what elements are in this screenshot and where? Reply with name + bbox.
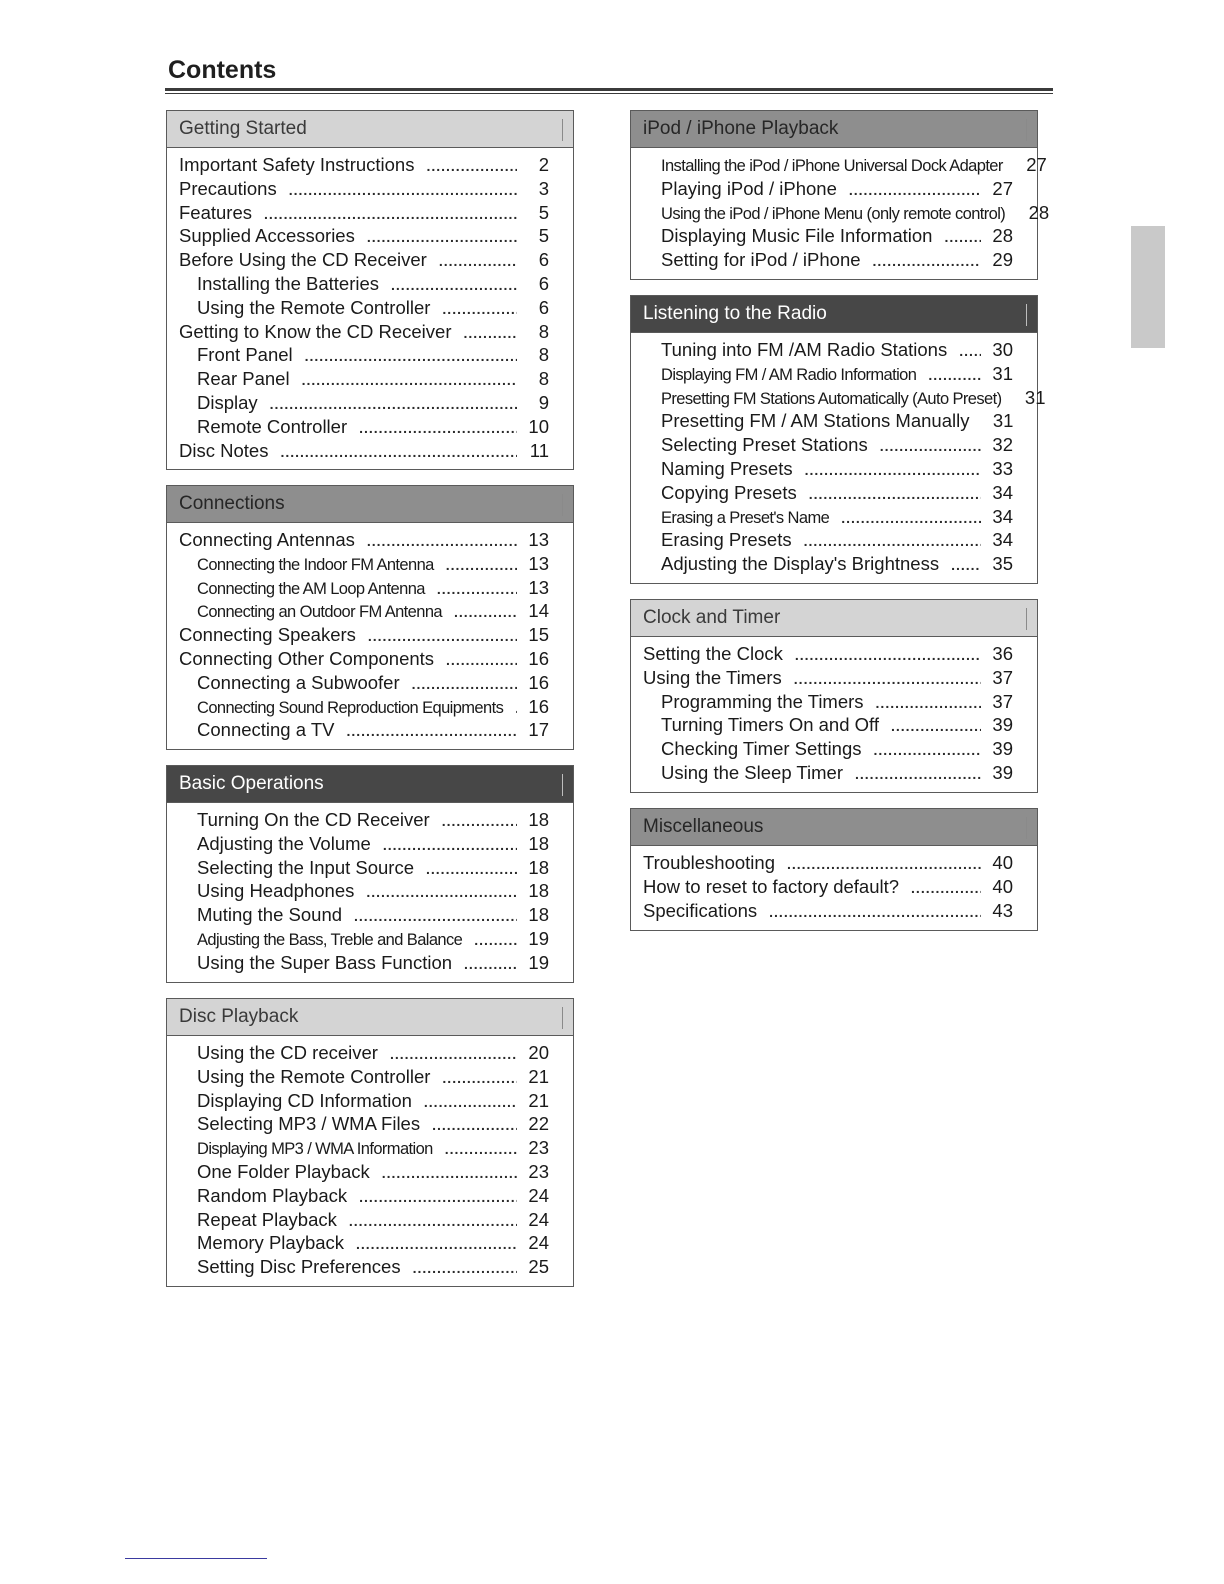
page-number: 29 — [992, 249, 1013, 271]
section-connections — [166, 485, 574, 750]
toc-entry[interactable] — [179, 1209, 549, 1233]
toc-entry[interactable] — [179, 416, 549, 440]
chapter-side-tab — [1131, 226, 1165, 348]
entry-label: Connecting Other Components — [179, 647, 435, 669]
entry-label: Presetting FM Stations Automatically (Auto Preset) — [661, 389, 1002, 408]
entry-label: Programming the Timers — [661, 690, 864, 712]
entry-label: Playing iPod / iPhone — [661, 177, 837, 199]
dot-leader — [891, 718, 981, 734]
toc-entry[interactable] — [643, 714, 1013, 738]
entry-label: Using Headphones — [197, 880, 355, 902]
toc-entry[interactable] — [179, 928, 549, 952]
page-number: 15 — [528, 624, 549, 646]
section-getting-started — [166, 110, 574, 470]
dot-leader — [305, 348, 517, 364]
dot-leader — [944, 229, 981, 245]
page-number: 34 — [992, 481, 1013, 503]
toc-entry[interactable] — [179, 1090, 549, 1114]
entry-label: Connecting the Indoor FM Antenna — [197, 555, 434, 574]
entry-label: Displaying Music File Information — [661, 225, 933, 247]
entry-label: Connecting the AM Loop Antenna — [197, 579, 425, 598]
toc-entry[interactable] — [179, 672, 549, 696]
entry-label: Selecting Preset Stations — [661, 434, 868, 456]
entry-label: Setting the Clock — [643, 643, 783, 664]
toc-entry[interactable] — [643, 667, 1013, 691]
page-number: 18 — [528, 880, 549, 902]
toc-entry[interactable] — [179, 1113, 549, 1137]
dot-leader — [841, 510, 981, 526]
toc-entry[interactable] — [643, 178, 1013, 202]
page-title: Contents — [168, 56, 277, 84]
dot-leader — [855, 766, 981, 782]
dot-leader — [359, 1189, 517, 1205]
entry-label: Troubleshooting — [643, 852, 775, 873]
dot-leader — [366, 884, 517, 900]
dot-leader — [911, 880, 981, 896]
entry-label: Selecting MP3 / WMA Files — [197, 1113, 421, 1135]
page-number: 17 — [528, 719, 549, 741]
toc-entry[interactable] — [179, 648, 549, 672]
page-number: 33 — [992, 457, 1013, 479]
page-number: 34 — [992, 505, 1013, 527]
entry-label: Display — [197, 391, 258, 413]
dot-leader — [795, 647, 981, 663]
toc-entry[interactable] — [179, 1232, 549, 1256]
dot-leader — [880, 438, 981, 454]
entry-label: Displaying MP3 / WMA Information — [197, 1140, 433, 1159]
page-number: 25 — [528, 1256, 549, 1278]
entry-label: Using the Super Bass Function — [197, 951, 453, 973]
toc-entry[interactable] — [643, 762, 1013, 786]
entry-label: Erasing Presets — [661, 529, 792, 551]
dot-leader — [390, 1046, 517, 1062]
entry-label: Copying Presets — [661, 481, 797, 503]
dot-leader — [873, 253, 981, 269]
section-clock-timer — [630, 599, 1038, 793]
page-number: 32 — [992, 434, 1013, 456]
entry-label: Connecting a TV — [197, 719, 335, 741]
page-number: 16 — [528, 695, 549, 717]
toc-entry[interactable] — [179, 1137, 549, 1161]
dot-leader — [959, 343, 981, 359]
toc-entry[interactable] — [643, 339, 1013, 363]
dot-leader — [270, 396, 517, 412]
toc-entry[interactable] — [643, 201, 1050, 226]
page-number: 18 — [528, 832, 549, 854]
page-number: 37 — [992, 666, 1013, 688]
entry-label: Important Safety Instructions — [179, 154, 415, 175]
entry-label: Disc Notes — [179, 439, 269, 461]
page-number: 37 — [992, 690, 1013, 712]
entry-label: Installing the Batteries — [197, 272, 380, 294]
section-header: Listening to the Radio — [631, 296, 1037, 333]
dot-leader — [442, 1070, 517, 1086]
page-number: 24 — [528, 1184, 549, 1206]
page-number: 13 — [528, 529, 549, 550]
page-number: 27 — [1026, 154, 1047, 175]
entry-label: Displaying FM / AM Radio Information — [661, 365, 917, 384]
toc-entry[interactable] — [179, 440, 549, 464]
dot-leader — [454, 604, 517, 620]
section-ipod-playback — [630, 110, 1050, 280]
toc-entry[interactable] — [179, 809, 549, 833]
dot-leader — [445, 1141, 517, 1157]
entry-label: Adjusting the Display's Brightness — [661, 553, 940, 575]
toc-entry[interactable] — [179, 553, 549, 577]
dot-leader — [769, 904, 981, 920]
toc-entry[interactable] — [643, 363, 1013, 387]
dot-leader — [849, 182, 981, 198]
page-number: 6 — [538, 249, 549, 271]
toc-entry[interactable] — [179, 273, 549, 297]
dot-leader — [474, 932, 517, 948]
dot-leader — [464, 956, 517, 972]
page-number: 31 — [992, 410, 1014, 432]
toc-entry[interactable] — [643, 691, 1013, 715]
dot-leader — [809, 486, 981, 502]
page-number: 39 — [992, 761, 1013, 783]
dot-leader — [804, 533, 981, 549]
toc-entry[interactable] — [643, 506, 1013, 530]
entry-list — [167, 803, 573, 976]
toc-entry[interactable] — [643, 529, 1013, 553]
page-number: 16 — [528, 671, 549, 693]
dot-leader — [349, 1213, 517, 1229]
toc-entry[interactable] — [179, 880, 549, 904]
page-number: 18 — [528, 904, 549, 926]
section-header: Connections — [167, 486, 573, 523]
entry-list — [167, 148, 573, 463]
toc-entry[interactable] — [179, 344, 549, 368]
entry-label: Checking Timer Settings — [661, 738, 862, 760]
entry-label: Features — [179, 201, 253, 223]
page-number: 9 — [538, 391, 549, 413]
toc-entry[interactable] — [643, 225, 1013, 249]
dot-leader — [382, 1165, 517, 1181]
toc-entry[interactable] — [179, 154, 549, 178]
entry-label: Front Panel — [197, 344, 293, 366]
page-number: 35 — [992, 553, 1013, 575]
page-number: 40 — [992, 852, 1013, 873]
section-header: Clock and Timer — [631, 600, 1037, 637]
entry-label: One Folder Playback — [197, 1160, 370, 1182]
entry-label: Tuning into FM /AM Radio Stations — [661, 339, 948, 360]
entry-label: Remote Controller — [197, 415, 348, 437]
toc-entry[interactable] — [643, 154, 1047, 178]
page-number: 13 — [528, 576, 549, 598]
dot-leader — [951, 557, 981, 573]
toc-entry[interactable] — [179, 1161, 549, 1185]
toc-entry[interactable] — [179, 297, 549, 321]
entry-label: Adjusting the Volume — [197, 832, 371, 854]
footer-line — [125, 1558, 267, 1559]
page-number: 28 — [1028, 201, 1050, 223]
page-number: 39 — [992, 714, 1013, 736]
page-number: 24 — [528, 1208, 549, 1230]
page-number: 21 — [528, 1065, 549, 1087]
entry-list — [167, 1036, 573, 1280]
dot-leader — [302, 372, 517, 388]
toc-entry[interactable] — [643, 553, 1013, 577]
entry-label: Muting the Sound — [197, 904, 343, 926]
dot-leader — [442, 301, 517, 317]
page-number: 21 — [528, 1089, 549, 1111]
entry-label: How to reset to factory default? — [643, 875, 900, 897]
entry-label: Random Playback — [197, 1184, 348, 1206]
toc-entry[interactable] — [179, 392, 549, 416]
dot-leader — [413, 1260, 517, 1276]
entry-list — [631, 846, 1037, 923]
entry-label: Erasing a Preset's Name — [661, 508, 830, 527]
dot-leader — [439, 253, 517, 269]
page-number: 6 — [538, 272, 549, 294]
dot-leader — [264, 206, 517, 222]
dot-leader — [876, 695, 981, 711]
entry-label: Using the Sleep Timer — [661, 761, 844, 783]
page-number: 18 — [528, 809, 549, 830]
toc-entry[interactable] — [179, 577, 549, 601]
entry-label: Connecting an Outdoor FM Antenna — [197, 603, 442, 622]
dot-leader — [805, 462, 981, 478]
section-header: Disc Playback — [167, 999, 573, 1036]
dot-leader — [446, 652, 517, 668]
section-miscellaneous — [630, 808, 1038, 931]
toc-entry[interactable] — [179, 719, 549, 743]
toc-entry[interactable] — [179, 529, 549, 553]
toc-entry[interactable] — [643, 852, 1013, 876]
entry-label: Using the Remote Controller — [197, 1065, 431, 1087]
dot-leader — [346, 723, 517, 739]
toc-entry[interactable] — [179, 1256, 549, 1280]
dot-leader — [437, 581, 517, 597]
entry-label: Selecting the Input Source — [197, 856, 415, 878]
toc-entry[interactable] — [179, 321, 549, 345]
page-number: 39 — [992, 738, 1013, 760]
dot-leader — [787, 856, 981, 872]
dot-leader — [383, 837, 517, 853]
toc-entry[interactable] — [179, 833, 549, 857]
page-number: 10 — [528, 415, 549, 437]
entry-label: Using the Timers — [643, 666, 782, 688]
dot-leader — [515, 700, 517, 716]
entry-label: Rear Panel — [197, 368, 290, 390]
toc-entry[interactable] — [179, 952, 549, 976]
dot-leader — [391, 277, 517, 293]
page-number: 3 — [538, 177, 549, 199]
entry-label: Setting Disc Preferences — [197, 1256, 401, 1278]
page-number: 31 — [992, 362, 1013, 384]
dot-leader — [446, 557, 517, 573]
page-number: 11 — [529, 439, 549, 461]
entry-label: Memory Playback — [197, 1232, 345, 1254]
page-number: 8 — [538, 368, 549, 390]
entry-label: Getting to Know the CD Receiver — [179, 320, 452, 342]
page-number: 18 — [528, 856, 549, 878]
toc-entry[interactable] — [179, 1066, 549, 1090]
entry-list — [631, 333, 1046, 577]
dot-leader — [464, 325, 518, 341]
page-number: 23 — [528, 1160, 549, 1182]
toc-entry[interactable] — [179, 600, 549, 624]
section-header: iPod / iPhone Playback — [631, 111, 1037, 148]
section-header: Basic Operations — [167, 766, 573, 803]
page-number: 34 — [992, 529, 1013, 551]
toc-entry[interactable] — [179, 857, 549, 881]
dot-leader — [874, 742, 981, 758]
page-number: 8 — [538, 344, 549, 366]
dot-leader — [426, 158, 517, 174]
dot-leader — [426, 861, 517, 877]
toc-entry[interactable] — [643, 876, 1013, 900]
entry-label: Using the Remote Controller — [197, 296, 431, 318]
toc-entry[interactable] — [179, 1185, 549, 1209]
section-header: Getting Started — [167, 111, 573, 148]
page-number: 2 — [538, 154, 549, 175]
entry-label: Adjusting the Bass, Treble and Balance — [197, 930, 463, 949]
toc-entry[interactable] — [179, 249, 549, 273]
entry-label: Precautions — [179, 177, 277, 199]
toc-entry[interactable] — [643, 482, 1013, 506]
entry-label: Presetting FM / AM Stations Manually — [661, 410, 970, 432]
section-radio — [630, 295, 1046, 584]
page-number: 30 — [992, 339, 1013, 360]
dot-leader — [412, 676, 517, 692]
dot-leader — [356, 1236, 517, 1252]
page-number: 40 — [992, 875, 1013, 897]
entry-label: Repeat Playback — [197, 1208, 337, 1230]
section-basic-operations — [166, 765, 574, 983]
entry-label: Supplied Accessories — [179, 225, 355, 247]
title-rule — [165, 88, 1053, 91]
dot-leader — [928, 367, 981, 383]
section-disc-playback — [166, 998, 574, 1287]
toc-entry[interactable] — [643, 410, 1013, 434]
page-number: 19 — [528, 951, 549, 973]
toc-entry[interactable] — [179, 368, 549, 392]
dot-leader — [794, 671, 981, 687]
entry-label: Before Using the CD Receiver — [179, 249, 427, 271]
page-number: 14 — [528, 600, 549, 622]
toc-entry[interactable] — [179, 1042, 549, 1066]
toc-entry[interactable] — [179, 904, 549, 928]
dot-leader — [368, 628, 517, 644]
page-number: 8 — [538, 320, 549, 342]
toc-entry[interactable] — [643, 738, 1013, 762]
toc-entry[interactable] — [643, 386, 1046, 411]
page-number: 31 — [1024, 386, 1046, 408]
entry-list — [631, 148, 1050, 273]
entry-label: Using the CD receiver — [197, 1042, 378, 1063]
page-number: 6 — [538, 296, 549, 318]
toc-entry[interactable] — [643, 900, 1013, 924]
page-number: 24 — [528, 1232, 549, 1254]
page-number: 27 — [992, 177, 1013, 199]
entry-label: Installing the iPod / iPhone Universal Dock Adapter — [661, 157, 1003, 175]
page-number: 22 — [528, 1113, 549, 1135]
toc-entry[interactable] — [643, 249, 1013, 273]
toc-entry[interactable] — [643, 434, 1013, 458]
entry-label: Setting for iPod / iPhone — [661, 249, 861, 271]
dot-leader — [367, 229, 517, 245]
entry-label: Displaying CD Information — [197, 1089, 412, 1111]
entry-label: Connecting Speakers — [179, 624, 356, 646]
dot-leader — [280, 444, 517, 460]
entry-list — [631, 637, 1037, 786]
entry-label: Using the iPod / iPhone Menu (only remote control) — [661, 204, 1006, 223]
page-number: 13 — [528, 552, 549, 574]
page-number: 5 — [538, 201, 549, 223]
dot-leader — [432, 1117, 517, 1133]
entry-label: Connecting Sound Reproduction Equipments — [197, 698, 504, 717]
dot-leader — [359, 420, 517, 436]
entry-label: Turning Timers On and Off — [661, 714, 879, 736]
page-number: 43 — [992, 899, 1013, 921]
section-header: Miscellaneous — [631, 809, 1037, 846]
page-number: 19 — [528, 927, 549, 949]
toc-entry[interactable] — [179, 696, 549, 720]
entry-label: Connecting a Subwoofer — [197, 671, 400, 693]
dot-leader — [367, 533, 517, 549]
dot-leader — [424, 1094, 517, 1110]
toc-entry[interactable] — [179, 225, 549, 249]
toc-entry[interactable] — [179, 178, 549, 202]
title-rule-thin — [165, 93, 1053, 94]
page-number: 16 — [528, 647, 549, 669]
page-number: 36 — [992, 643, 1013, 664]
page-number: 20 — [528, 1042, 549, 1063]
toc-entry[interactable] — [643, 458, 1013, 482]
entry-label: Turning On the CD Receiver — [197, 809, 430, 830]
page-number: 5 — [538, 225, 549, 247]
entry-label: Connecting Antennas — [179, 529, 355, 550]
page-number: 23 — [528, 1137, 549, 1159]
page-number: 28 — [992, 225, 1013, 247]
dot-leader — [354, 908, 517, 924]
toc-entry[interactable] — [179, 202, 549, 226]
entry-list — [167, 523, 573, 743]
toc-entry[interactable] — [179, 624, 549, 648]
entry-label: Naming Presets — [661, 457, 793, 479]
entry-label: Specifications — [643, 899, 758, 921]
toc-entry[interactable] — [643, 643, 1013, 667]
dot-leader — [289, 182, 517, 198]
dot-leader — [442, 813, 517, 829]
